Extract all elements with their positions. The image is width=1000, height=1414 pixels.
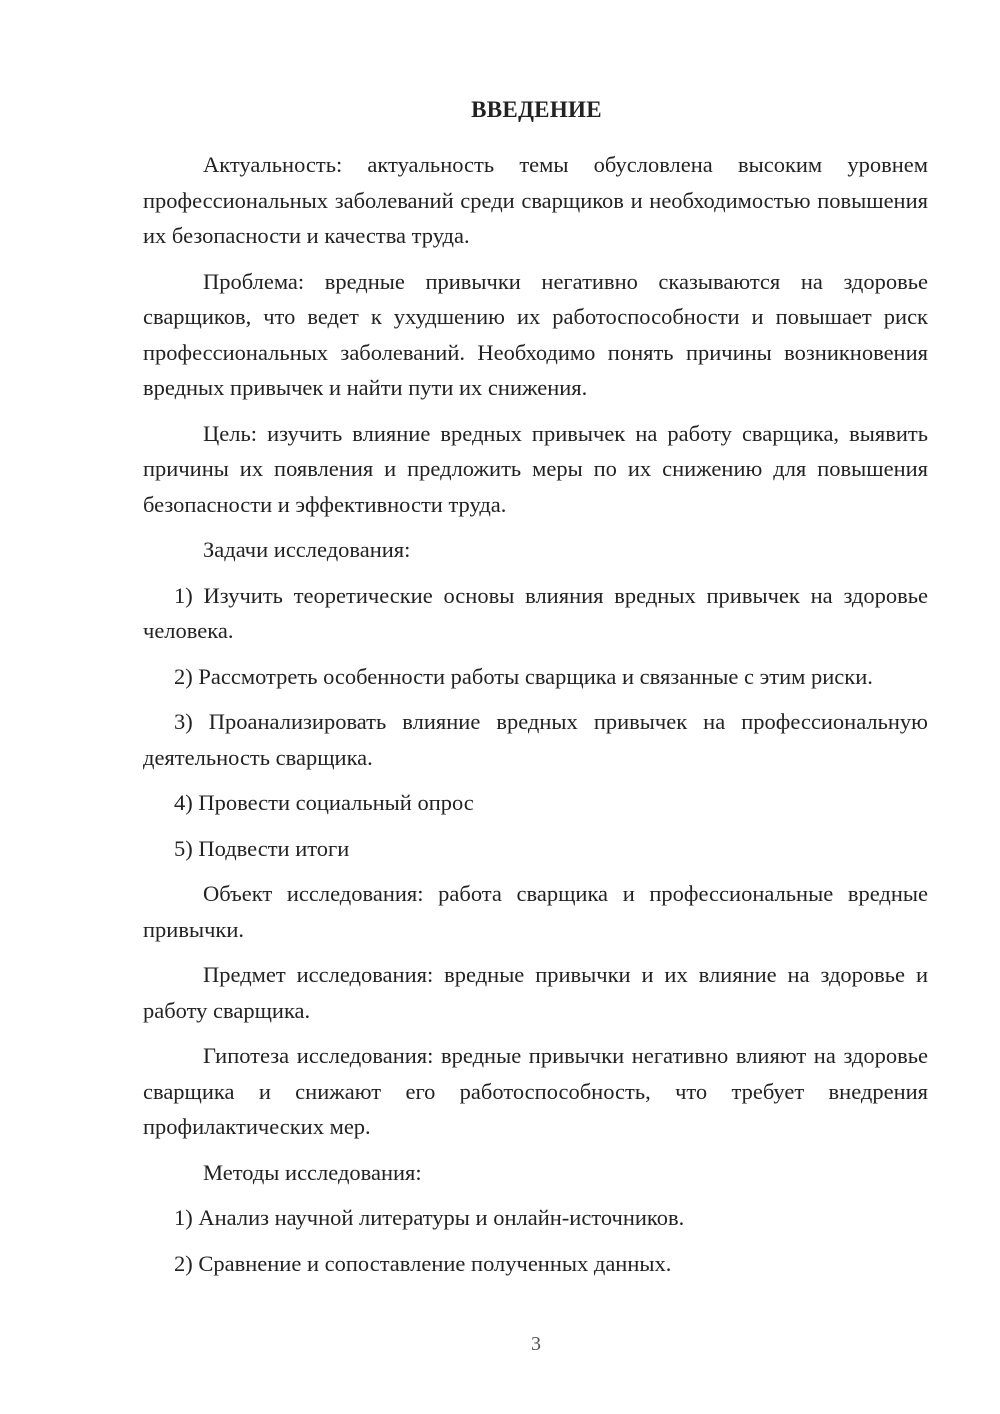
page-number: 3 (531, 1333, 541, 1355)
list-item-task-5: 5) Подвести итоги (174, 835, 350, 861)
paragraph-hypothesis: Гипотеза исследования: вредные привычки негативно влияют на здоровье сварщика и снижают его работоспособность, что требует внедрения профилактических мер. (143, 1043, 928, 1139)
paragraph-problem: Проблема: вредные привычки негативно сказываются на здоровье сварщиков, что ведет к ухудшению их работоспособности и повышает риск профессиональных заболеваний. Необходимо понять причины возникновения вредных привычек и найти пути их снижения. (143, 268, 928, 400)
section-heading: ВВЕДЕНИЕ (471, 97, 602, 122)
list-item-task-4: 4) Провести социальный опрос (174, 790, 474, 815)
list-item-method-1: 1) Анализ научной литературы и онлайн-источников. (174, 1205, 685, 1230)
list-item-task-1: 1) Изучить теоретические основы влияния вредных привычек на здоровье человека. (143, 582, 928, 643)
paragraph-goal: Цель: изучить влияние вредных привычек на работу сварщика, выявить причины их появления и предложить меры по их снижению для повышения безопасности и эффективности труда. (143, 420, 928, 517)
list-item-task-2: 2) Рассмотреть особенности работы сварщика и связанные с этим риски. (174, 663, 873, 689)
paragraph-tasks-title: Задачи исследования: (203, 537, 411, 562)
paragraph-object: Объект исследования: работа сварщика и профессиональные вредные привычки. (143, 881, 928, 942)
paragraph-subject: Предмет исследования: вредные привычки и их влияние на здоровье и работу сварщика. (143, 962, 928, 1023)
list-item-method-2: 2) Сравнение и сопоставление полученных данных. (174, 1250, 672, 1276)
list-item-task-3: 3) Проанализировать влияние вредных привычек на профессиональную деятельность сварщика. (143, 709, 928, 770)
paragraph-methods-title: Методы исследования: (203, 1159, 422, 1185)
paragraph-relevance: Актуальность: актуальность темы обусловлена высоким уровнем профессиональных заболеваний среди сварщиков и необходимостью повышения их безопасности и качества труда. (143, 152, 928, 248)
document-page (143, 92, 928, 1291)
